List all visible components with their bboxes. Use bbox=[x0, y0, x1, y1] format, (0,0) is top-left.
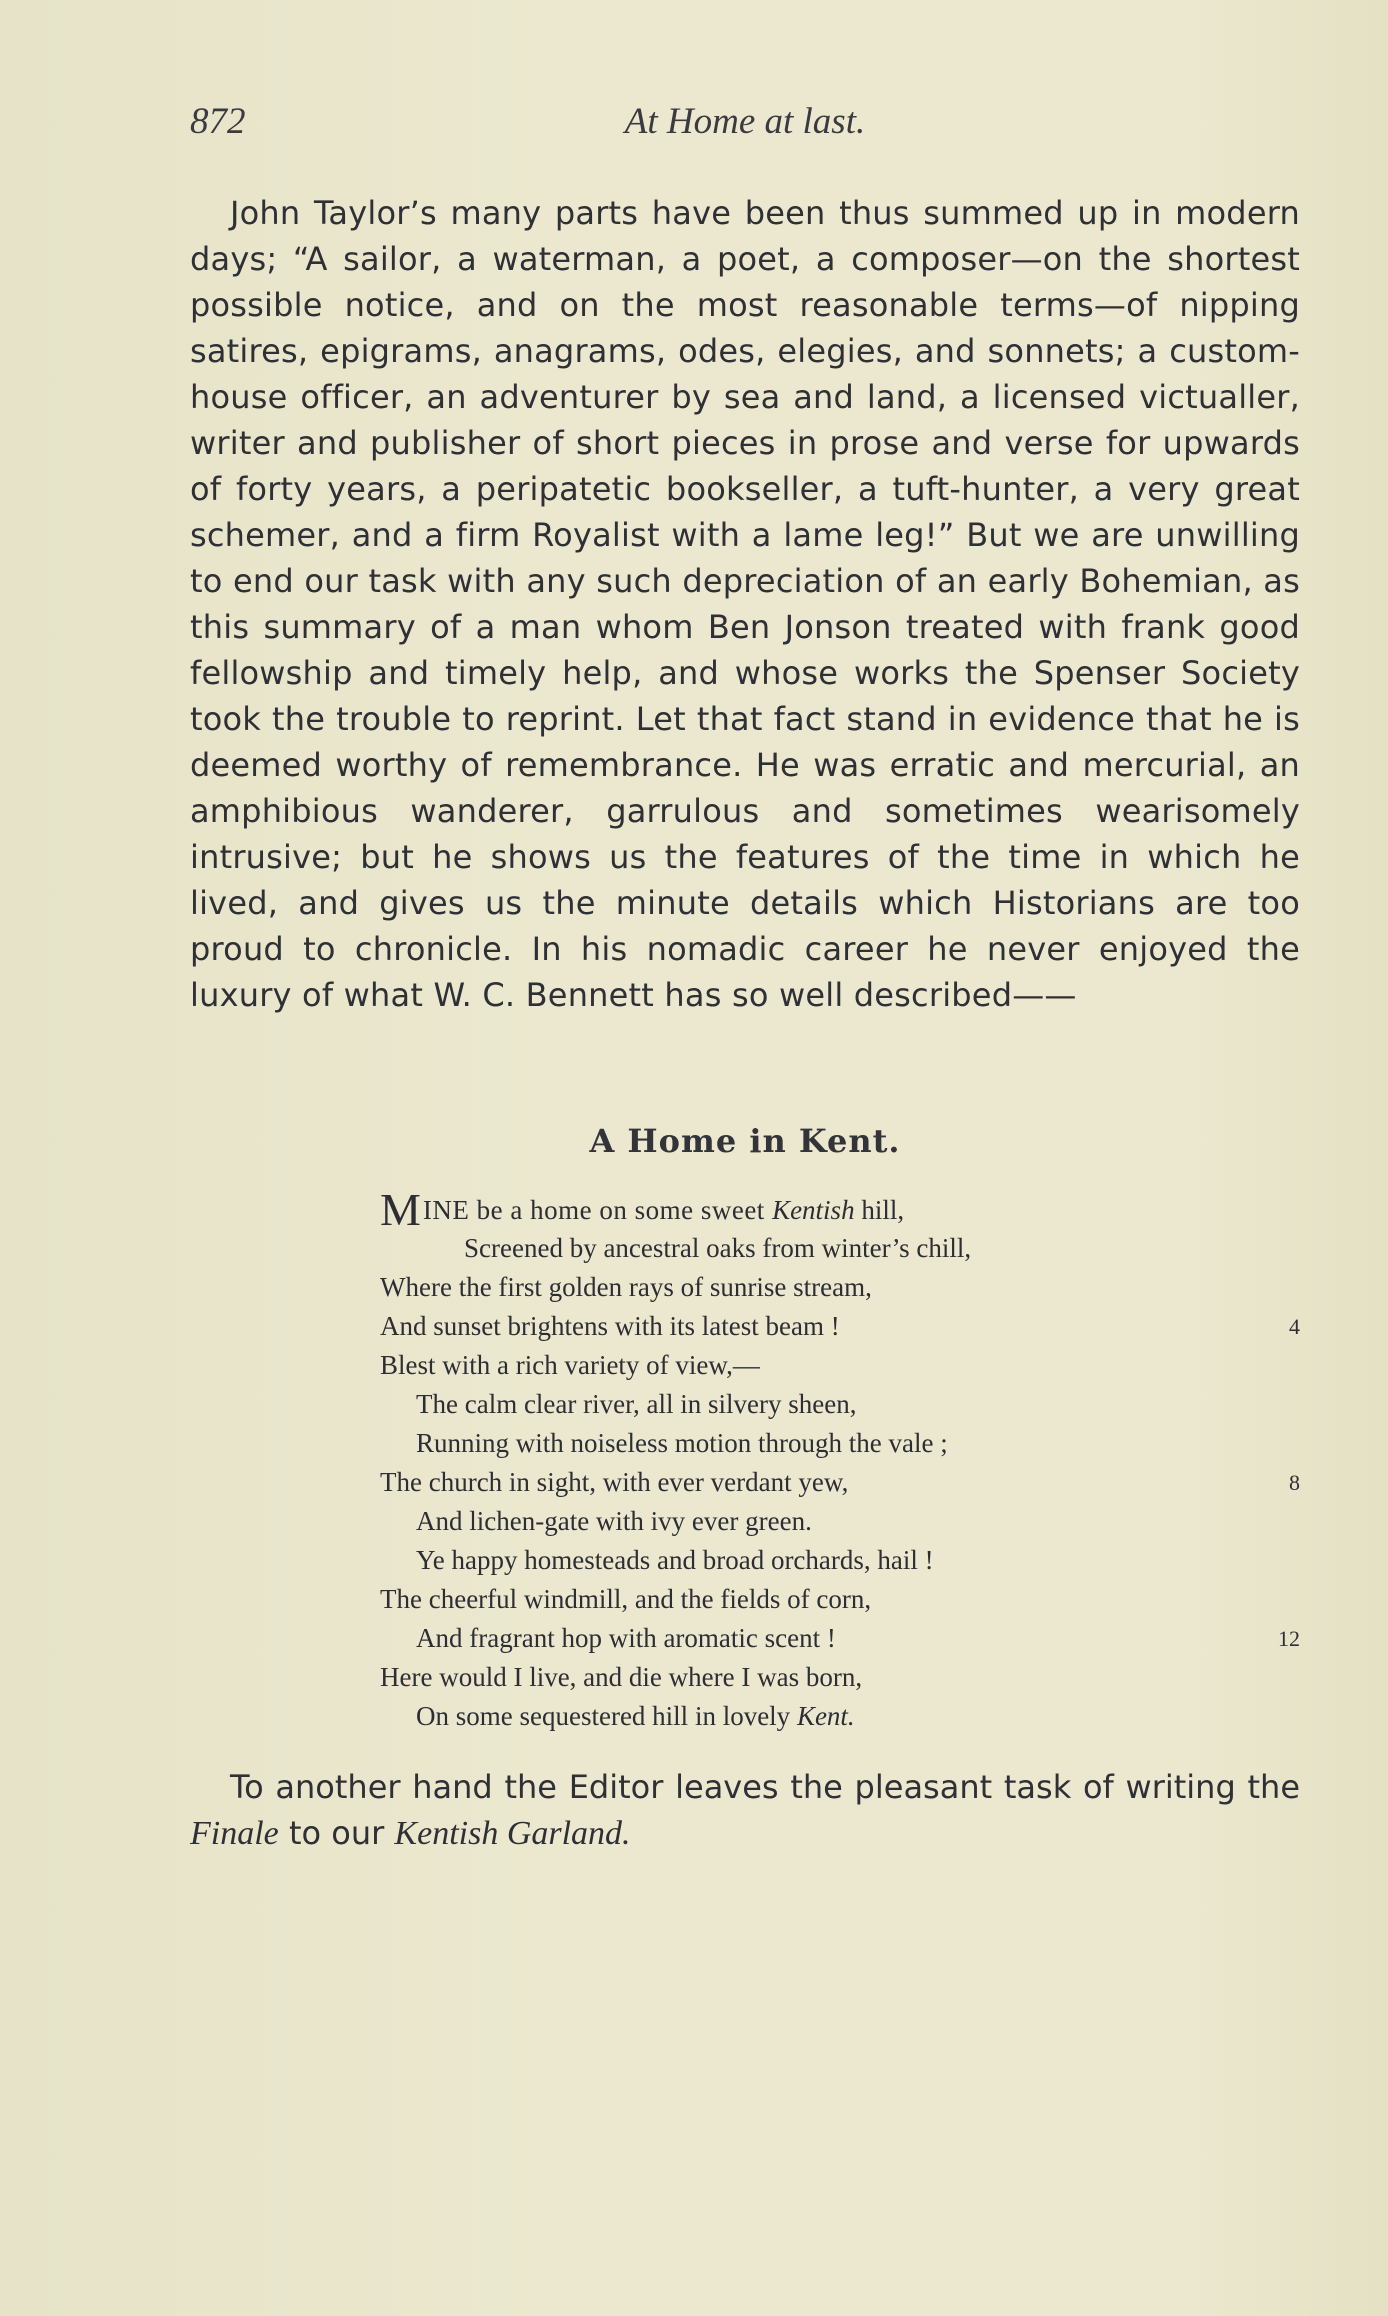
line-number: 4 bbox=[1289, 1314, 1300, 1339]
poem-line-italic: Kent. bbox=[796, 1701, 855, 1731]
poem-title: A Home in Kent. bbox=[589, 1122, 901, 1160]
running-head bbox=[190, 100, 1300, 150]
poem-line-text: Screened by ancestral oaks from winter’s chill, bbox=[464, 1233, 972, 1263]
closing-before: To another hand the Editor leaves the pleasant task of writing the bbox=[230, 1768, 1300, 1806]
poem-line bbox=[380, 1229, 1300, 1268]
poem-line bbox=[380, 1658, 1300, 1697]
poem-line-text: Where the first golden rays of sunrise stream, bbox=[380, 1272, 872, 1302]
poem-line bbox=[380, 1463, 1300, 1502]
poem-line bbox=[380, 1268, 1300, 1307]
closing-middle: to our bbox=[278, 1814, 395, 1852]
poem-line bbox=[380, 1541, 1300, 1580]
poem-line bbox=[380, 1385, 1300, 1424]
poem bbox=[380, 1184, 1300, 1736]
poem-line-text: Blest with a rich variety of view,— bbox=[380, 1350, 760, 1380]
closing-paragraph bbox=[190, 1764, 1300, 1857]
poem-line-text: And fragrant hop with aromatic scent ! bbox=[416, 1623, 836, 1653]
line-number: 8 bbox=[1289, 1470, 1300, 1495]
poem-line-text: The church in sight, with ever verdant yew, bbox=[380, 1467, 849, 1497]
poem-line bbox=[380, 1424, 1300, 1463]
running-title: At Home at last. bbox=[624, 101, 866, 142]
poem-line-text: Ye happy homesteads and broad orchards, hail ! bbox=[416, 1545, 934, 1575]
poem-line bbox=[380, 1184, 1300, 1235]
poem-line bbox=[380, 1502, 1300, 1541]
poem-line-text: And lichen-gate with ivy ever green. bbox=[416, 1506, 812, 1536]
poem-line bbox=[380, 1346, 1300, 1385]
poem-line-text: And sunset brightens with its latest beam ! bbox=[380, 1311, 840, 1341]
poem-line-tail: hill, bbox=[854, 1195, 905, 1225]
line-number: 12 bbox=[1278, 1626, 1300, 1651]
poem-line-text: The calm clear river, all in silvery sheen, bbox=[416, 1389, 857, 1419]
poem-line bbox=[380, 1307, 1300, 1346]
poem-line bbox=[380, 1580, 1300, 1619]
poem-line-text: Running with noiseless motion through the vale ; bbox=[416, 1428, 948, 1458]
poem-line-text: On some sequestered hill in lovely bbox=[416, 1701, 797, 1731]
prose-body bbox=[190, 190, 1300, 1018]
poem-line bbox=[380, 1619, 1300, 1658]
drop-cap: M bbox=[380, 1184, 421, 1235]
poem-line bbox=[380, 1697, 1300, 1736]
closing-italic-finale: Finale bbox=[190, 1815, 279, 1852]
closing-text bbox=[190, 1764, 1300, 1857]
poem-line-italic: Kentish bbox=[772, 1195, 855, 1225]
page-number: 872 bbox=[190, 101, 246, 142]
poem-line-text: INE be a home on some sweet bbox=[422, 1195, 773, 1225]
poem-line-text: Here would I live, and die where I was born, bbox=[380, 1662, 863, 1692]
closing-italic-garland: Kentish Garland. bbox=[394, 1815, 631, 1852]
poem-line-text: The cheerful windmill, and the fields of corn, bbox=[380, 1584, 872, 1614]
paragraph: John Taylor’s many parts have been thus summed up in modern days; “A sailor, a waterman, a poet, a composer—on the shortest possible notice, and on the most reasonable terms—of nipping satires, epigrams, anagrams, odes, elegies, and sonnets; a custom-house officer, an adventurer by sea and land, a licensed victualler, writer and publisher of short pieces in prose and verse for upwards of forty years, a peripatetic bookseller, a tuft-hunter, a very great schemer, and a firm Royalist with a lame leg!” But we are unwilling to end our task with any such depreciation of an early Bohemian, as this summary of a man whom Ben Jonson treated with frank good fellowship and timely help, and whose works the Spenser Society took the trouble to reprint. Let that fact stand in evidence that he is deemed worthy of remembrance. He was erratic and mercurial, an amphibious wanderer, garrulous and sometimes wearisomely intrusive; but he shows us the features of the time in which he lived, and gives us the minute details which Historians are too proud to chronicle. In his nomadic career he never enjoyed the luxury of what W. C. Bennett has so well described—— bbox=[190, 194, 1300, 1014]
